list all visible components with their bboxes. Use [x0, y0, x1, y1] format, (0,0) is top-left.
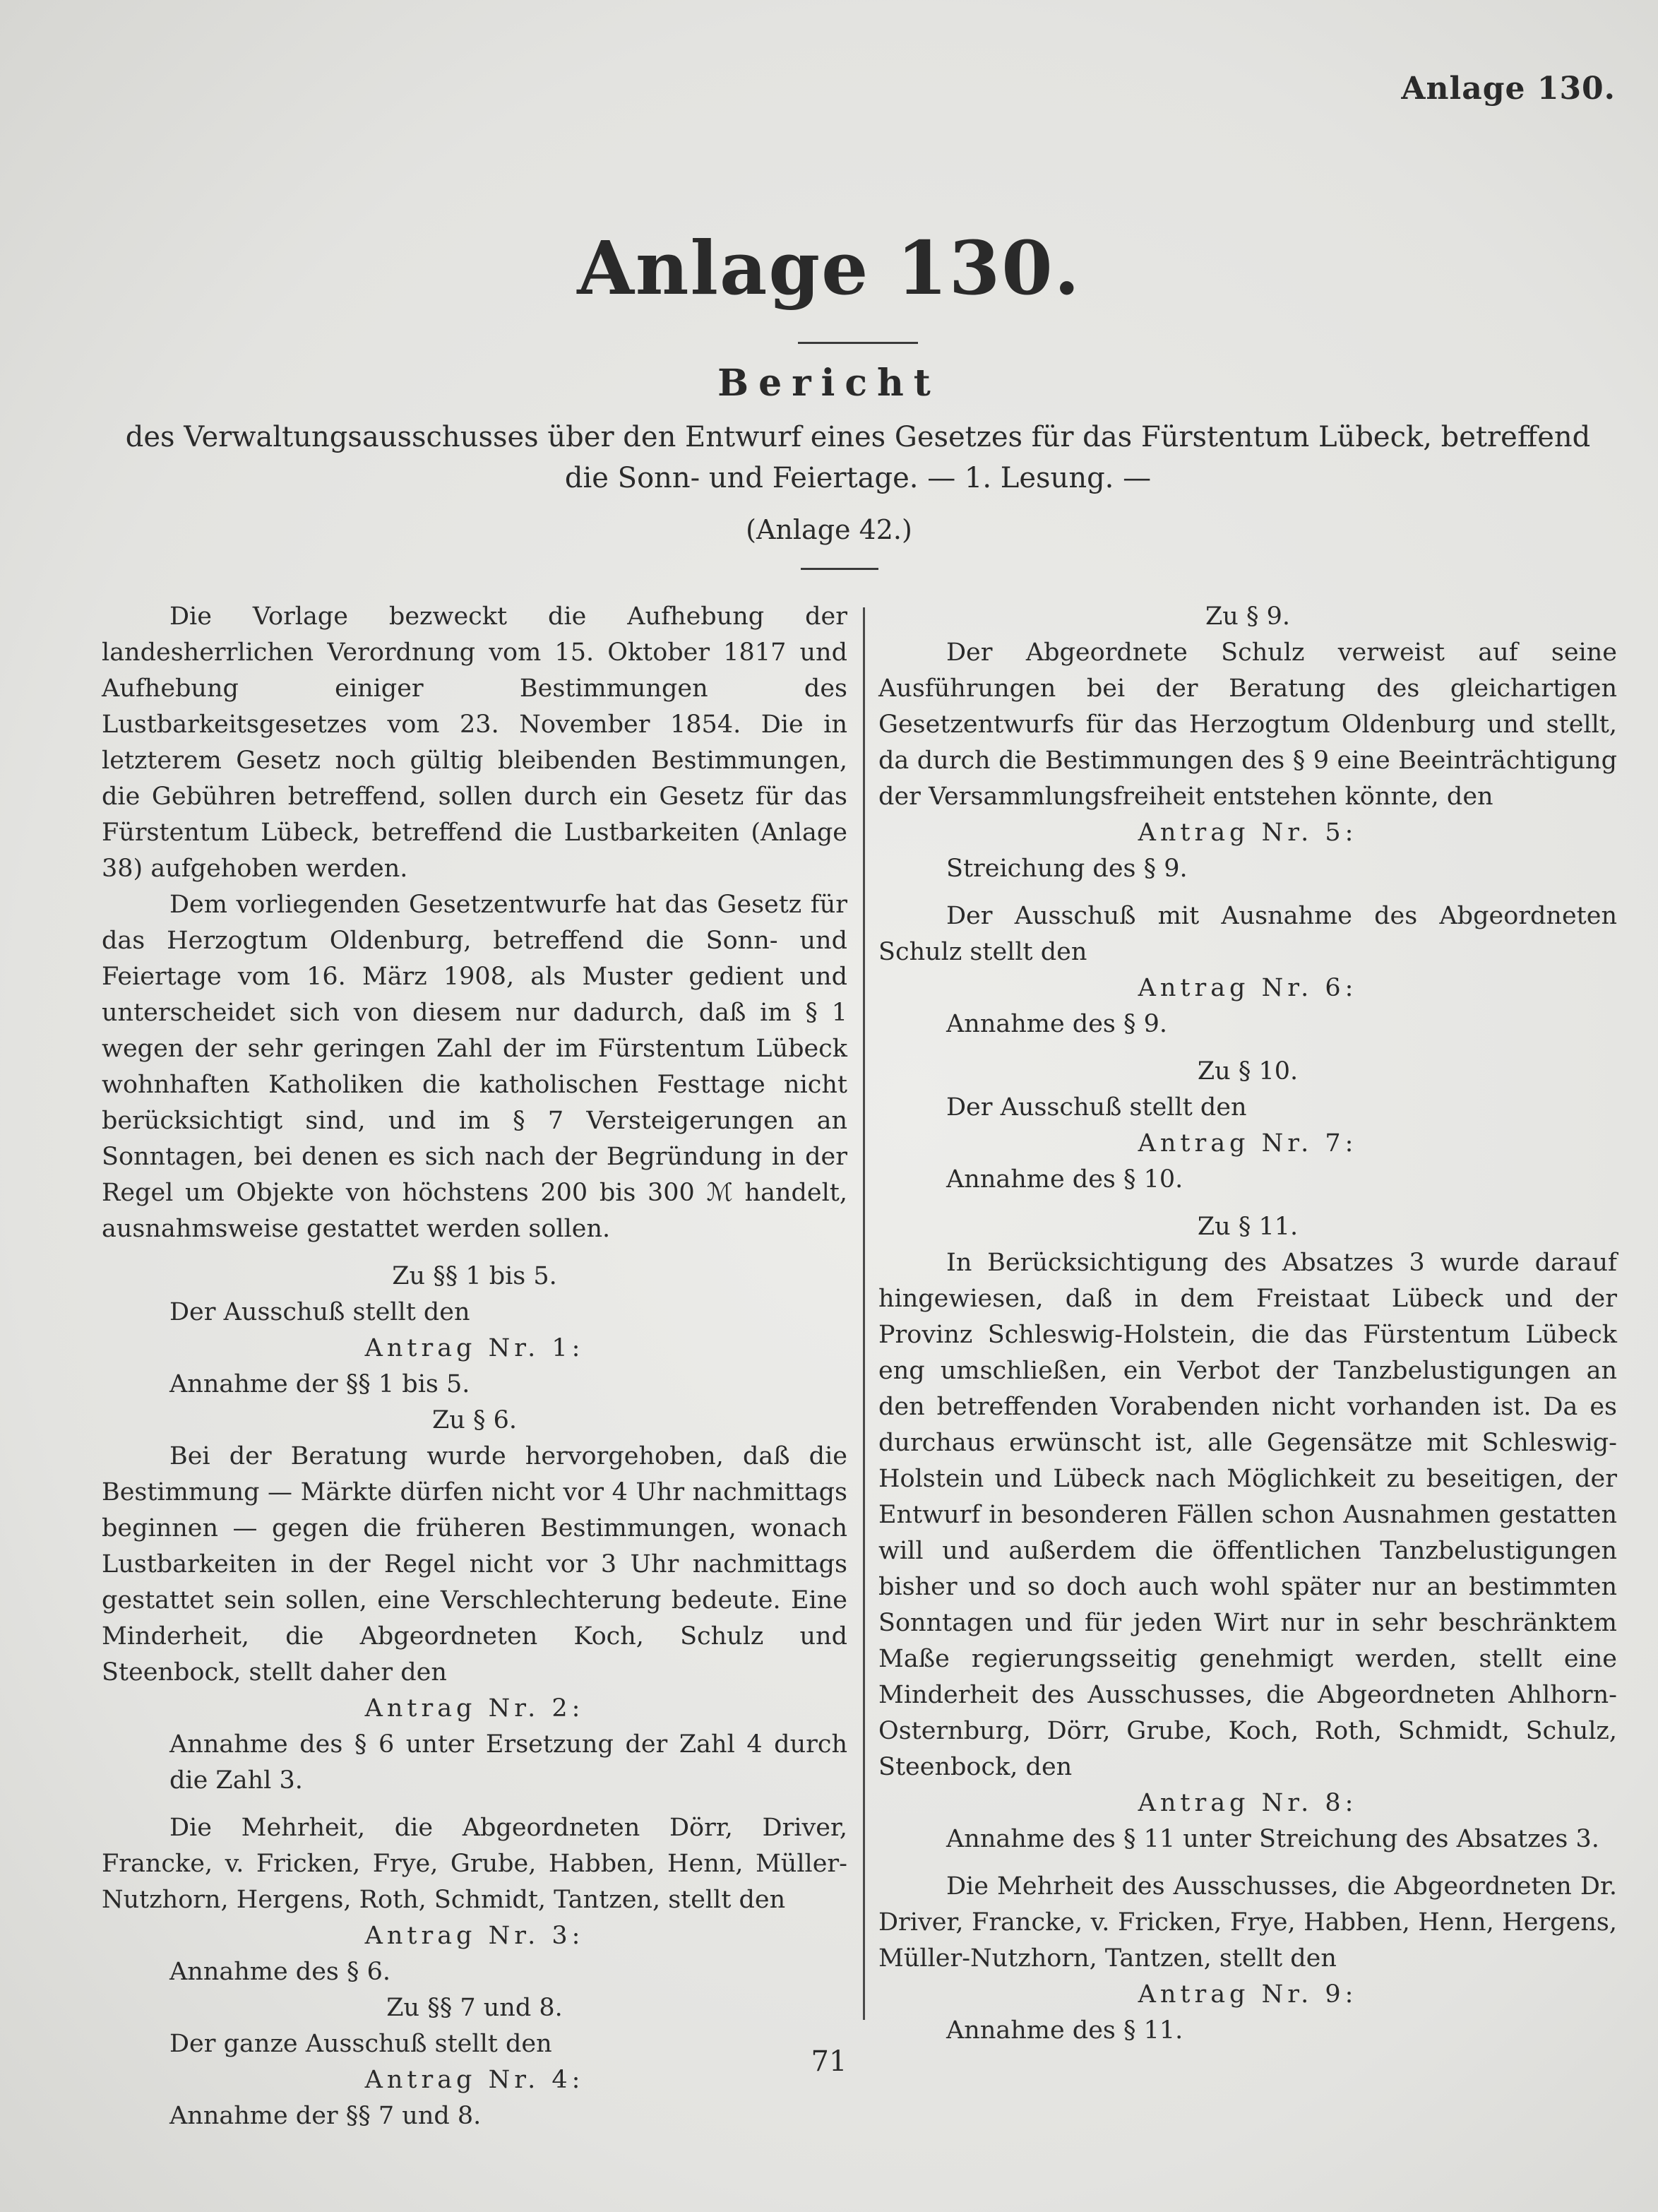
section-heading: Zu § 11.	[1197, 1213, 1299, 1241]
motion-text: Annahme des § 11 unter Streichung des Absatzes 3.	[946, 1825, 1599, 1853]
motion-heading: Antrag Nr. 1:	[364, 1334, 585, 1362]
spacer	[878, 1198, 1617, 1209]
left-column	[102, 599, 847, 2134]
section-heading: Zu § 10.	[1197, 1057, 1299, 1086]
spacer	[878, 1857, 1617, 1869]
paragraph: Der Ausschuß stellt den	[946, 1093, 1247, 1122]
paragraph: Die Mehrheit des Ausschusses, die Abgeordneten Dr. Driver, Francke, v. Fricken, Frye, Habben, Henn, Hergens, Müller-Nutzhorn, Tantzen, stellt den	[878, 1872, 1617, 1973]
running-head: Anlage 130.	[1401, 71, 1616, 107]
motion-text: Annahme des § 10.	[946, 1165, 1183, 1194]
annex-reference: (Anlage 42.)	[746, 514, 912, 545]
spacer	[102, 1247, 847, 1259]
paragraph: Der Abgeordnete Schulz verweist auf seine Ausführungen bei der Beratung des gleichartigen Gesetzentwurfs für das Herzogtum Oldenburg und stellt, da durch die Bestimmungen des § 9 eine Beeinträchtigung der Versammlungsfreiheit entstehen könnte, den	[878, 638, 1617, 811]
paragraph: Der Ausschuß mit Ausnahme des Abgeordneten Schulz stellt den	[878, 902, 1617, 966]
section-heading: Zu §§ 1 bis 5.	[392, 1262, 557, 1290]
paragraph: Die Vorlage bezweckt die Aufhebung der landesherrlichen Verordnung vom 15. Oktober 1817 und Aufhebung einiger Bestimmungen des Lustbarkeitsgesetzes vom 23. November 1854. Die in letzterem Gesetz noch gültig bleibenden Bestimmungen, die Gebühren betreffend, sollen durch ein Gesetz für das Fürstentum Lübeck, betreffend die Lustbarkeiten (Anlage 38) aufgehoben werden.	[102, 602, 847, 883]
section-heading: Zu § 6.	[431, 1406, 517, 1434]
column-divider	[863, 607, 865, 2020]
motion-heading: Antrag Nr. 6:	[1138, 974, 1358, 1002]
motion-heading: Antrag Nr. 8:	[1138, 1789, 1358, 1817]
page-number: 71	[811, 2045, 847, 2078]
motion-text: Annahme des § 6 unter Ersetzung der Zahl 4 durch die Zahl 3.	[169, 1730, 847, 1795]
paragraph: Bei der Beratung wurde hervorgehoben, daß die Bestimmung — Märkte dürfen nicht vor 4 Uhr nachmittags beginnen — gegen die früheren Bestimmungen, wonach Lustbarkeiten in der Regel nicht vor 3 Uhr nachmittags gestattet sein sollen, eine Verschlechterung bedeute. Eine Minderheit, die Abgeordneten Koch, Schulz und Steenbock, stellt daher den	[102, 1442, 847, 1687]
section-heading: Zu §§ 7 und 8.	[386, 1994, 563, 2022]
title-rule	[798, 342, 918, 344]
motion-text: Annahme des § 9.	[946, 1010, 1168, 1038]
page-title: Anlage 130.	[577, 225, 1081, 311]
motion-text: Annahme der §§ 1 bis 5.	[169, 1370, 470, 1398]
paragraph: Der Ausschuß stellt den	[169, 1298, 470, 1326]
spacer	[102, 1799, 847, 1810]
subtitle-line-1: des Verwaltungsausschusses über den Entwurf eines Gesetzes für das Fürstentum Lübeck, betreffend	[125, 421, 1591, 453]
spacer	[878, 887, 1617, 898]
motion-heading: Antrag Nr. 4:	[364, 2066, 585, 2094]
motion-text: Annahme der §§ 7 und 8.	[169, 2102, 482, 2130]
section-heading: Zu § 9.	[1205, 602, 1290, 631]
paragraph: Der ganze Ausschuß stellt den	[169, 2030, 552, 2058]
paragraph: Dem vorliegenden Gesetzentwurfe hat das Gesetz für das Herzogtum Oldenburg, betreffend die Sonn- und Feiertage vom 16. März 1908, als Muster gedient und unterscheidet sich von diesem nur dadurch, daß im § 1 wegen der sehr geringen Zahl der im Fürstentum Lübeck wohnhaften Katholiken die katholischen Festtage nicht berücksichtigt sind, und im § 7 Versteigerungen an Sonntagen, bei denen es sich nach der Begründung in der Regel um Objekte von höchstens 200 bis 300 ℳ handelt, ausnahmsweise gestattet werden sollen.	[102, 891, 847, 1243]
report-heading: Bericht	[717, 362, 941, 405]
motion-heading: Antrag Nr. 2:	[364, 1694, 585, 1723]
motion-heading: Antrag Nr. 7:	[1138, 1129, 1358, 1158]
report-subtitle	[120, 417, 1596, 499]
right-column	[878, 599, 1617, 2049]
paragraph: In Berücksichtigung des Absatzes 3 wurde darauf hingewiesen, daß in dem Freistaat Lübeck und der Provinz Schleswig-Holstein, die das Fürstentum Lübeck eng umschließen, ein Verbot der Tanzbelustigungen an den betreffenden Vorabenden nicht vorhanden ist. Da es durchaus erwünscht ist, alle Gegensätze mit Schleswig-Holstein und Lübeck nach Möglichkeit zu beseitigen, der Entwurf in besonderen Fällen schon Ausnahmen gestatten will und außerdem die öffentlichen Tanzbelustigungen bisher und so doch auch wohl später nur an bestimmten Sonntagen und für jeden Wirt nur in sehr beschränktem Maße regierungsseitig genehmigt werden, stellt eine Minderheit des Ausschusses, die Abgeordneten Ahlhorn-Osternburg, Dörr, Grube, Koch, Roth, Schmidt, Schulz, Steenbock, den	[878, 1249, 1617, 1781]
motion-text: Annahme des § 11.	[946, 2016, 1183, 2045]
subtitle-line-2: die Sonn- und Feiertage. — 1. Lesung. —	[564, 462, 1152, 494]
motion-text: Annahme des § 6.	[169, 1958, 391, 1986]
motion-heading: Antrag Nr. 5:	[1138, 819, 1358, 847]
spacer	[878, 1042, 1617, 1054]
motion-heading: Antrag Nr. 9:	[1138, 1980, 1358, 2009]
paragraph: Die Mehrheit, die Abgeordneten Dörr, Driver, Francke, v. Fricken, Frye, Grube, Habben, Henn, Müller-Nutzhorn, Hergens, Roth, Schmidt, Tantzen, stellt den	[102, 1814, 847, 1914]
motion-heading: Antrag Nr. 3:	[364, 1922, 585, 1950]
motion-text: Streichung des § 9.	[946, 855, 1188, 883]
subtitle-rule	[801, 568, 878, 570]
